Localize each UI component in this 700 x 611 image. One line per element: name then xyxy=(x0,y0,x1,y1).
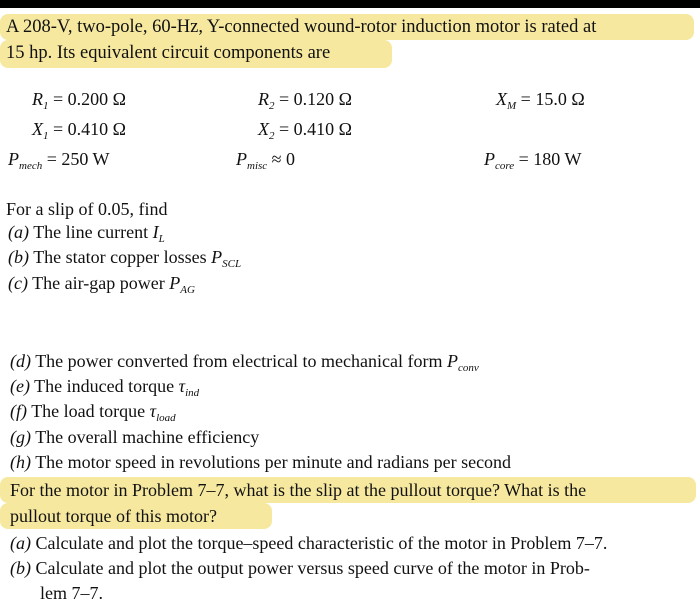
param-xm: $X_M = 15.0$ Ω xyxy=(496,89,585,112)
part-a-third: (a) Calculate and plot the torque–speed characteristic of the motor in Problem 7–7. xyxy=(10,533,608,553)
param-r2: $R_2 = 0.120$ Ω xyxy=(258,89,353,112)
slip-intro: For a slip of 0.05, find xyxy=(6,199,168,219)
part-e: (e) The induced torque $\tau_{ind}$ xyxy=(10,376,200,399)
top-border-bar xyxy=(0,0,700,8)
param-pcore: $P_{core} = 180$ W xyxy=(484,149,582,172)
problem2-line-2: pullout torque of this motor? xyxy=(10,506,217,526)
intro-line-1: A 208-V, two-pole, 60-Hz, Y-connected wound-rotor induction motor is rated at xyxy=(6,17,597,37)
part-b-third-continued: lem 7–7. xyxy=(40,583,103,603)
param-x2: $X_2 = 0.410$ Ω xyxy=(258,119,353,142)
part-g: (g) The overall machine efficiency xyxy=(10,427,260,447)
param-r1: $R_1 = 0.200$ Ω xyxy=(32,89,127,112)
param-x1: $X_1 = 0.410$ Ω xyxy=(32,119,127,142)
part-h: (h) The motor speed in revolutions per minute and radians per second xyxy=(10,452,512,472)
part-b-third: (b) Calculate and plot the output power versus speed curve of the motor in Prob- xyxy=(10,558,590,578)
param-pmech: $P_{mech} = 250$ W xyxy=(8,149,110,172)
problem2-line-1: For the motor in Problem 7–7, what is the slip at the pullout torque? What is the xyxy=(10,480,587,500)
param-pmisc: $P_{misc} \approx 0$ xyxy=(236,149,296,172)
part-f: (f) The load torque $\tau_{load}$ xyxy=(10,401,176,424)
part-c-first: (c) The air-gap power $P_{AG}$ xyxy=(8,273,195,296)
intro-line-2: 15 hp. Its equivalent circuit components are xyxy=(6,43,331,63)
part-b-first: (b) The stator copper losses $P_{SCL}$ xyxy=(8,247,242,270)
part-a-first: (a) The line current $I_L$ xyxy=(8,222,165,245)
part-d: (d) The power converted from electrical to mechanical form $P_{conv}$ xyxy=(10,351,479,374)
